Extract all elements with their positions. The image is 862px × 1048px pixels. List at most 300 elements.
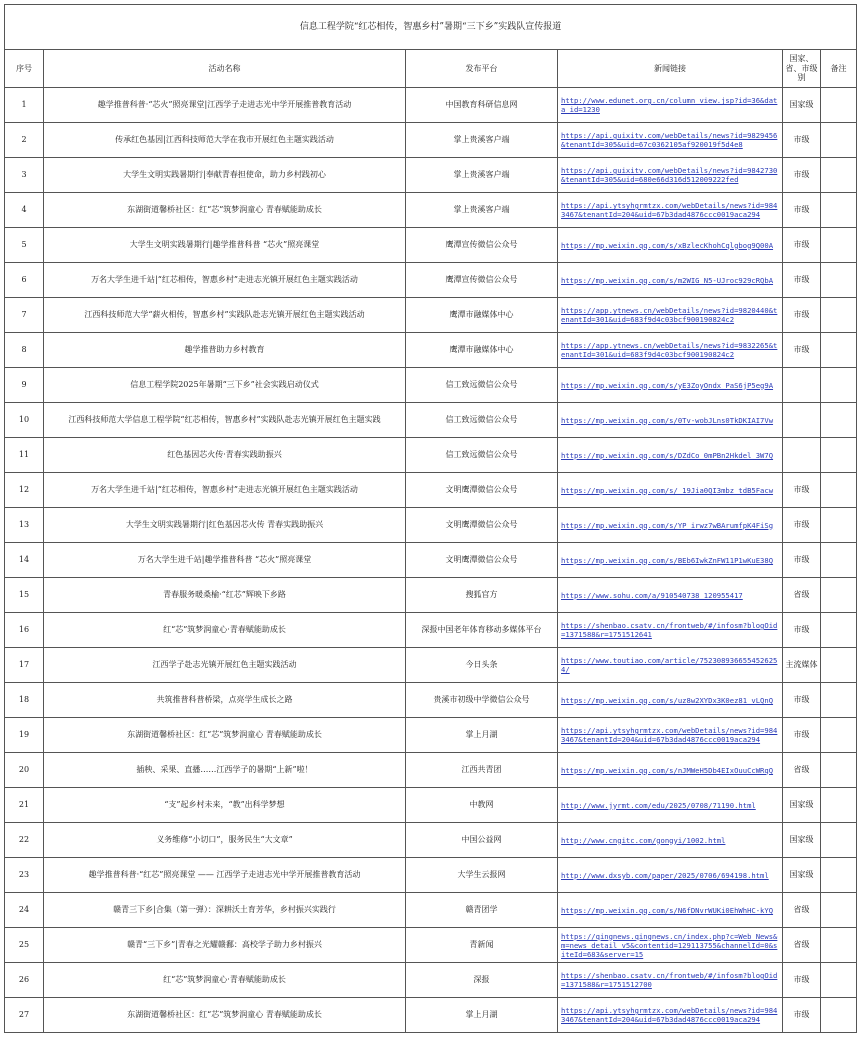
row-number bbox=[5, 648, 44, 683]
publish-platform bbox=[406, 193, 558, 228]
news-link[interactable]: https://api.guixitv.com/webDetails/news?id=9842730&tenantId=305&uid=680e66d316d512009222fed bbox=[561, 166, 778, 184]
row-number-text: 17 bbox=[18, 660, 30, 670]
news-link-cell bbox=[558, 998, 783, 1033]
level-text: 国家级 bbox=[789, 835, 814, 845]
table-row bbox=[5, 193, 857, 228]
table-row bbox=[5, 123, 857, 158]
level bbox=[783, 368, 821, 403]
row-number-text: 14 bbox=[18, 555, 30, 565]
activity-name-text: 插秧、采果、直播……江西学子的暑期“上新”啦！ bbox=[136, 765, 313, 775]
level-text: 市级 bbox=[793, 975, 810, 985]
level-text: 市级 bbox=[793, 205, 810, 215]
news-link-cell bbox=[558, 788, 783, 823]
row-number bbox=[5, 228, 44, 263]
row-number-text: 5 bbox=[21, 240, 27, 250]
publish-platform bbox=[406, 683, 558, 718]
level bbox=[783, 508, 821, 543]
header-no: 序号 bbox=[5, 50, 44, 88]
publish-platform bbox=[406, 263, 558, 298]
note bbox=[821, 368, 857, 403]
news-link[interactable]: https://mp.weixin.qq.com/s/N6fDNvrWUKi0EhWhHC-kYQ bbox=[561, 905, 774, 915]
row-number bbox=[5, 858, 44, 893]
activity-name bbox=[44, 438, 406, 473]
activity-name-text: 大学生文明实践暑期行|趣学推普科普 “芯火”照亮课堂 bbox=[129, 240, 320, 250]
news-link[interactable]: http://www.jyrmt.com/edu/2025/0708/71190.html bbox=[561, 800, 756, 810]
level bbox=[783, 998, 821, 1033]
publish-platform bbox=[406, 438, 558, 473]
table-row bbox=[5, 578, 857, 613]
publish-platform-text: 大学生云报网 bbox=[457, 870, 506, 880]
activity-name bbox=[44, 928, 406, 963]
row-number bbox=[5, 508, 44, 543]
level-text: 省级 bbox=[793, 590, 810, 600]
publish-platform-text: 掌上月湖 bbox=[465, 730, 498, 740]
level-text: 国家级 bbox=[789, 800, 814, 810]
row-number bbox=[5, 123, 44, 158]
activity-name bbox=[44, 88, 406, 123]
table-row bbox=[5, 858, 857, 893]
note bbox=[821, 193, 857, 228]
activity-name bbox=[44, 753, 406, 788]
activity-name bbox=[44, 578, 406, 613]
publish-platform bbox=[406, 893, 558, 928]
activity-name-text: 共筑推普科普桥梁，点亮学生成长之路 bbox=[156, 695, 293, 705]
note bbox=[821, 718, 857, 753]
publish-platform bbox=[406, 403, 558, 438]
activity-name-text: 大学生文明实践暑期行|奉献青春担使命，助力乡村践初心 bbox=[123, 170, 326, 180]
activity-name bbox=[44, 648, 406, 683]
level bbox=[783, 753, 821, 788]
activity-name-text: 东湖街道馨桥社区：红“芯”筑梦润童心 青春赋能助成长 bbox=[127, 730, 322, 740]
activity-name-text: 红“芯”筑梦润童心·青春赋能助成长 bbox=[163, 975, 286, 985]
table-row bbox=[5, 648, 857, 683]
row-number bbox=[5, 158, 44, 193]
level-text: 市级 bbox=[793, 310, 810, 320]
table-row bbox=[5, 788, 857, 823]
activity-name bbox=[44, 158, 406, 193]
row-number bbox=[5, 963, 44, 998]
news-link-cell bbox=[558, 648, 783, 683]
row-number-text: 6 bbox=[21, 275, 27, 285]
level-text: 市级 bbox=[793, 170, 810, 180]
publish-platform bbox=[406, 473, 558, 508]
activity-name bbox=[44, 718, 406, 753]
publish-platform bbox=[406, 928, 558, 963]
news-link[interactable]: https://mp.weixin.qq.com/s/_19Jia0QI3mbz_tdB5Facw bbox=[561, 485, 774, 495]
activity-name-text: “支”起乡村未来，“教”出科学梦想 bbox=[164, 800, 285, 810]
activity-name-text: 青春服务暖桑榆·“红芯”辉映下乡路 bbox=[163, 590, 286, 600]
level-text: 省级 bbox=[793, 905, 810, 915]
news-link[interactable]: https://app.ytnews.cn/webDetails/news?id=9820440&tenantId=301&uid=683f9d4c03bcf900190824c2 bbox=[561, 306, 778, 324]
table-row bbox=[5, 473, 857, 508]
level bbox=[783, 158, 821, 193]
row-number bbox=[5, 438, 44, 473]
note bbox=[821, 228, 857, 263]
news-link-cell bbox=[558, 683, 783, 718]
table-row bbox=[5, 998, 857, 1033]
activity-name-text: 传承红色基因|江西科技师范大学在我市开展红色主题实践活动 bbox=[115, 135, 334, 145]
news-link-cell bbox=[558, 928, 783, 963]
header-platform: 发布平台 bbox=[406, 50, 558, 88]
publish-platform bbox=[406, 543, 558, 578]
news-link-cell bbox=[558, 158, 783, 193]
publish-platform-text: 深报 bbox=[473, 975, 490, 985]
publish-platform-text: 江西共青团 bbox=[461, 765, 502, 775]
note bbox=[821, 333, 857, 368]
news-link-cell bbox=[558, 193, 783, 228]
news-link[interactable]: https://mp.weixin.qq.com/s/DZdCo_0mPBn2Hkdel_3W7Q bbox=[561, 450, 774, 460]
publish-platform-text: 文明鹰潭微信公众号 bbox=[445, 555, 518, 565]
note bbox=[821, 508, 857, 543]
activity-name-text: 信息工程学院2025年暑期“三下乡”社会实践启动仪式 bbox=[130, 380, 319, 390]
row-number bbox=[5, 718, 44, 753]
level bbox=[783, 88, 821, 123]
level-text: 主流媒体 bbox=[785, 660, 818, 670]
publish-platform-text: 鹰潭市融媒体中心 bbox=[449, 310, 514, 320]
activity-name-text: 江西科技师范大学“薪火相传，智惠乡村”实践队赴志光镇开展红色主题实践活动 bbox=[84, 310, 365, 320]
publish-platform-text: 中教网 bbox=[469, 800, 494, 810]
news-link[interactable]: https://mp.weixin.qq.com/s/0Tv-wobJLns0TkDKIAI7Vw bbox=[561, 415, 774, 425]
table-row bbox=[5, 683, 857, 718]
table-row bbox=[5, 753, 857, 788]
row-number-text: 13 bbox=[18, 520, 30, 530]
publish-platform-text: 青新闻 bbox=[469, 940, 494, 950]
row-number-text: 8 bbox=[21, 345, 27, 355]
level bbox=[783, 823, 821, 858]
row-number bbox=[5, 88, 44, 123]
row-number-text: 27 bbox=[18, 1010, 30, 1020]
table-title: 信息工程学院“红芯相传，智惠乡村”暑期“三下乡”实践队宣传报道 bbox=[5, 5, 857, 50]
publish-platform-text: 深报中国老年体育移动多媒体平台 bbox=[421, 625, 542, 635]
news-link[interactable]: https://mp.weixin.qq.com/s/xBzlecKhohCqlgbog9Q00A bbox=[561, 240, 774, 250]
note bbox=[821, 123, 857, 158]
publish-platform bbox=[406, 753, 558, 788]
note bbox=[821, 928, 857, 963]
row-number-text: 9 bbox=[21, 380, 27, 390]
news-link-cell bbox=[558, 858, 783, 893]
header-name: 活动名称 bbox=[44, 50, 406, 88]
note bbox=[821, 438, 857, 473]
activity-name-text: 万名大学生进千站|“红芯相传，智惠乡村”走进志光镇开展红色主题实践活动 bbox=[91, 275, 358, 285]
row-number bbox=[5, 998, 44, 1033]
level-text: 国家级 bbox=[789, 870, 814, 880]
row-number bbox=[5, 543, 44, 578]
news-link-cell bbox=[558, 718, 783, 753]
activity-name bbox=[44, 333, 406, 368]
publish-platform bbox=[406, 578, 558, 613]
publish-platform-text: 中国教育科研信息网 bbox=[445, 100, 518, 110]
row-number bbox=[5, 928, 44, 963]
level bbox=[783, 963, 821, 998]
note bbox=[821, 543, 857, 578]
table-row bbox=[5, 228, 857, 263]
row-number-text: 16 bbox=[18, 625, 30, 635]
publish-platform-text: 搜狐官方 bbox=[465, 590, 498, 600]
news-link[interactable]: https://mp.weixin.qq.com/s/uz8w2XYDx3K0ez81_vLQnQ bbox=[561, 695, 774, 705]
level-text: 市级 bbox=[793, 730, 810, 740]
table-row bbox=[5, 263, 857, 298]
note bbox=[821, 158, 857, 193]
news-link-cell bbox=[558, 263, 783, 298]
publish-platform-text: 鹰潭市融媒体中心 bbox=[449, 345, 514, 355]
publish-platform bbox=[406, 718, 558, 753]
activity-name-text: 万名大学生进千站|“红芯相传，智惠乡村”走进志光镇开展红色主题实践活动 bbox=[91, 485, 358, 495]
row-number-text: 22 bbox=[18, 835, 30, 845]
row-number bbox=[5, 753, 44, 788]
row-number-text: 19 bbox=[18, 730, 30, 740]
activity-name bbox=[44, 788, 406, 823]
table-row bbox=[5, 823, 857, 858]
publish-platform bbox=[406, 823, 558, 858]
news-link[interactable]: https://mp.weixin.qq.com/s/BEb6IwkZnFW11P1wKuE38Q bbox=[561, 555, 774, 565]
row-number-text: 23 bbox=[18, 870, 30, 880]
publish-platform-text: 信工致远微信公众号 bbox=[445, 380, 518, 390]
header-row bbox=[5, 50, 857, 88]
news-link-cell bbox=[558, 578, 783, 613]
row-number-text: 4 bbox=[21, 205, 27, 215]
news-link-cell bbox=[558, 403, 783, 438]
activity-name-text: 趣学推普助力乡村教育 bbox=[184, 345, 265, 355]
publish-platform bbox=[406, 123, 558, 158]
activity-name bbox=[44, 543, 406, 578]
level-text: 国家级 bbox=[789, 100, 814, 110]
table-row bbox=[5, 613, 857, 648]
note bbox=[821, 893, 857, 928]
level bbox=[783, 193, 821, 228]
level-text: 市级 bbox=[793, 345, 810, 355]
note bbox=[821, 648, 857, 683]
row-number-text: 25 bbox=[18, 940, 30, 950]
note bbox=[821, 263, 857, 298]
publish-platform-text: 掌上贵溪客户端 bbox=[453, 205, 510, 215]
activity-name-text: 义务维修“小切口”，服务民生“大文章” bbox=[156, 835, 293, 845]
publish-platform-text: 文明鹰潭微信公众号 bbox=[445, 520, 518, 530]
table-row bbox=[5, 88, 857, 123]
note bbox=[821, 963, 857, 998]
table-row bbox=[5, 333, 857, 368]
level-text: 市级 bbox=[793, 625, 810, 635]
level bbox=[783, 788, 821, 823]
news-link-cell bbox=[558, 298, 783, 333]
row-number-text: 20 bbox=[18, 765, 30, 775]
publish-platform-text: 鹰潭宣传微信公众号 bbox=[445, 275, 518, 285]
level-text: 市级 bbox=[793, 695, 810, 705]
news-link[interactable]: http://www.edunet.org.cn/column_view.jsp?id=36&data_id=1230 bbox=[561, 96, 778, 114]
level-text: 市级 bbox=[793, 1010, 810, 1020]
row-number bbox=[5, 333, 44, 368]
publish-platform-text: 贵溪市初级中学微信公众号 bbox=[433, 695, 530, 705]
level bbox=[783, 403, 821, 438]
activity-name bbox=[44, 998, 406, 1033]
activity-name-text: 江西学子赴志光镇开展红色主题实践活动 bbox=[152, 660, 297, 670]
publish-platform bbox=[406, 648, 558, 683]
level bbox=[783, 473, 821, 508]
activity-name bbox=[44, 473, 406, 508]
level-text: 市级 bbox=[793, 555, 810, 565]
news-link-cell bbox=[558, 543, 783, 578]
level-text: 市级 bbox=[793, 275, 810, 285]
level bbox=[783, 333, 821, 368]
news-link[interactable]: https://shenbao.csatv.cn/frontweb/#/infosm?blogOid=1371588&r=1751512641 bbox=[561, 621, 778, 639]
activity-name bbox=[44, 893, 406, 928]
news-link[interactable]: https://app.ytnews.cn/webDetails/news?id=9832265&tenantId=301&uid=683f9d4c03bcf900190824c2 bbox=[561, 341, 778, 359]
news-link[interactable]: https://api.ytsyhgrmtzx.com/webDetails/news?id=9843467&tenantId=204&uid=67b3dad4876ccc0019aca294 bbox=[561, 201, 778, 219]
news-link-cell bbox=[558, 893, 783, 928]
activity-name bbox=[44, 368, 406, 403]
publish-platform bbox=[406, 158, 558, 193]
activity-name bbox=[44, 823, 406, 858]
level bbox=[783, 718, 821, 753]
table-row bbox=[5, 298, 857, 333]
level-text: 省级 bbox=[793, 765, 810, 775]
table-row bbox=[5, 508, 857, 543]
activity-name bbox=[44, 193, 406, 228]
row-number bbox=[5, 788, 44, 823]
activity-name bbox=[44, 403, 406, 438]
table-body bbox=[5, 88, 857, 1033]
news-link[interactable]: http://www.cngitc.com/gongyi/1002.html bbox=[561, 835, 726, 845]
activity-name bbox=[44, 683, 406, 718]
table-row bbox=[5, 963, 857, 998]
news-link-cell bbox=[558, 823, 783, 858]
news-link[interactable]: https://shenbao.csatv.cn/frontweb/#/infosm?blogOid=1371588&r=1751512700 bbox=[561, 971, 778, 989]
level bbox=[783, 858, 821, 893]
note bbox=[821, 683, 857, 718]
publish-platform-text: 掌上月湖 bbox=[465, 1010, 498, 1020]
publish-platform-text: 掌上贵溪客户端 bbox=[453, 135, 510, 145]
table-row bbox=[5, 368, 857, 403]
table-row bbox=[5, 928, 857, 963]
publish-platform-text: 掌上贵溪客户端 bbox=[453, 170, 510, 180]
news-link[interactable]: https://api.ytsyhgrmtzx.com/webDetails/news?id=9843467&tenantId=204&uid=67b3dad4876ccc0019aca294 bbox=[561, 1006, 778, 1024]
row-number-text: 18 bbox=[18, 695, 30, 705]
news-link-cell bbox=[558, 368, 783, 403]
publish-platform bbox=[406, 963, 558, 998]
activity-name bbox=[44, 298, 406, 333]
publish-platform-text: 信工致远微信公众号 bbox=[445, 450, 518, 460]
header-level: 国家、省、市级别 bbox=[783, 50, 821, 88]
news-link[interactable]: https://qingnews.qingnews.cn/index.php?c=Web_News&m=news_detail_v5&contentid=129113755&channelId=0&siteId=683&server=15 bbox=[561, 931, 778, 959]
publish-platform-text: 文明鹰潭微信公众号 bbox=[445, 485, 518, 495]
level bbox=[783, 438, 821, 473]
publish-platform bbox=[406, 368, 558, 403]
level bbox=[783, 928, 821, 963]
row-number bbox=[5, 263, 44, 298]
note bbox=[821, 823, 857, 858]
level bbox=[783, 123, 821, 158]
level-text: 市级 bbox=[793, 135, 810, 145]
note bbox=[821, 578, 857, 613]
level bbox=[783, 613, 821, 648]
report-table bbox=[4, 4, 857, 1033]
level bbox=[783, 263, 821, 298]
row-number-text: 26 bbox=[18, 975, 30, 985]
row-number-text: 1 bbox=[21, 100, 27, 110]
news-link[interactable]: https://mp.weixin.qq.com/s/yE3ZoyOndx_PaS6jP5eg9A bbox=[561, 380, 774, 390]
news-link-cell bbox=[558, 963, 783, 998]
note bbox=[821, 613, 857, 648]
level bbox=[783, 893, 821, 928]
row-number-text: 7 bbox=[21, 310, 27, 320]
activity-name bbox=[44, 508, 406, 543]
publish-platform bbox=[406, 788, 558, 823]
news-link-cell bbox=[558, 473, 783, 508]
level bbox=[783, 228, 821, 263]
activity-name-text: 趣学推普科普·“芯火”照亮课堂|江西学子走进志光中学开展推普教育活动 bbox=[97, 100, 352, 110]
row-number-text: 15 bbox=[18, 590, 30, 600]
news-link[interactable]: https://mp.weixin.qq.com/s/YP_irwz7wBArumfpK4FiSg bbox=[561, 520, 774, 530]
table-row bbox=[5, 403, 857, 438]
row-number bbox=[5, 298, 44, 333]
note bbox=[821, 88, 857, 123]
row-number bbox=[5, 613, 44, 648]
row-number bbox=[5, 473, 44, 508]
news-link[interactable]: https://mp.weixin.qq.com/s/nJMWeH5Db4EIxOuuCcWRqQ bbox=[561, 765, 774, 775]
note bbox=[821, 998, 857, 1033]
level-text: 省级 bbox=[793, 940, 810, 950]
table-row bbox=[5, 543, 857, 578]
row-number-text: 11 bbox=[18, 450, 30, 460]
activity-name-text: 红色基因芯火传·青春实践助振兴 bbox=[167, 450, 282, 460]
note bbox=[821, 788, 857, 823]
row-number bbox=[5, 893, 44, 928]
activity-name bbox=[44, 963, 406, 998]
news-link[interactable]: https://mp.weixin.qq.com/s/m2WIG_N5-UJroc929cRQbA bbox=[561, 275, 774, 285]
table-row bbox=[5, 893, 857, 928]
activity-name bbox=[44, 228, 406, 263]
news-link[interactable]: http://www.dxsyb.com/paper/2025/0706/694198.html bbox=[561, 870, 769, 880]
news-link[interactable]: https://api.guixitv.com/webDetails/news?id=9829456&tenantId=305&uid=67c0362105af920019f5d4e8 bbox=[561, 131, 778, 149]
table-row bbox=[5, 718, 857, 753]
header-link: 新闻链接 bbox=[558, 50, 783, 88]
publish-platform-text: 中国公益网 bbox=[461, 835, 502, 845]
level-text: 市级 bbox=[793, 240, 810, 250]
level bbox=[783, 648, 821, 683]
row-number bbox=[5, 403, 44, 438]
activity-name-text: 东湖街道馨桥社区：红“芯”筑梦润童心 青春赋能助成长 bbox=[127, 1010, 322, 1020]
level bbox=[783, 298, 821, 333]
note bbox=[821, 753, 857, 788]
publish-platform bbox=[406, 333, 558, 368]
publish-platform bbox=[406, 613, 558, 648]
row-number-text: 21 bbox=[18, 800, 30, 810]
report-sheet bbox=[4, 4, 856, 1042]
row-number bbox=[5, 368, 44, 403]
activity-name bbox=[44, 613, 406, 648]
news-link[interactable]: https://api.ytsyhgrmtzx.com/webDetails/news?id=9843467&tenantId=204&uid=67b3dad4876ccc0019aca294 bbox=[561, 726, 778, 744]
activity-name bbox=[44, 263, 406, 298]
table-row bbox=[5, 158, 857, 193]
note bbox=[821, 298, 857, 333]
activity-name-text: 江西科技师范大学信息工程学院“红芯相传，智惠乡村”实践队赴志光镇开展红色主题实践 bbox=[68, 415, 381, 425]
publish-platform bbox=[406, 858, 558, 893]
news-link[interactable]: https://www.toutiao.com/article/7523089366554526254/ bbox=[561, 656, 778, 674]
row-number bbox=[5, 683, 44, 718]
publish-platform-text: 信工致远微信公众号 bbox=[445, 415, 518, 425]
news-link-cell bbox=[558, 123, 783, 158]
level bbox=[783, 683, 821, 718]
news-link-cell bbox=[558, 88, 783, 123]
publish-platform-text: 鹰潭宣传微信公众号 bbox=[445, 240, 518, 250]
level-text: 市级 bbox=[793, 520, 810, 530]
news-link-cell bbox=[558, 438, 783, 473]
publish-platform-text: 赣青团学 bbox=[465, 905, 498, 915]
activity-name-text: 东湖街道馨桥社区：红“芯”筑梦润童心 青春赋能助成长 bbox=[127, 205, 322, 215]
row-number-text: 24 bbox=[18, 905, 30, 915]
news-link[interactable]: https://www.sohu.com/a/910540738_120955417 bbox=[561, 590, 743, 600]
publish-platform bbox=[406, 508, 558, 543]
note bbox=[821, 403, 857, 438]
